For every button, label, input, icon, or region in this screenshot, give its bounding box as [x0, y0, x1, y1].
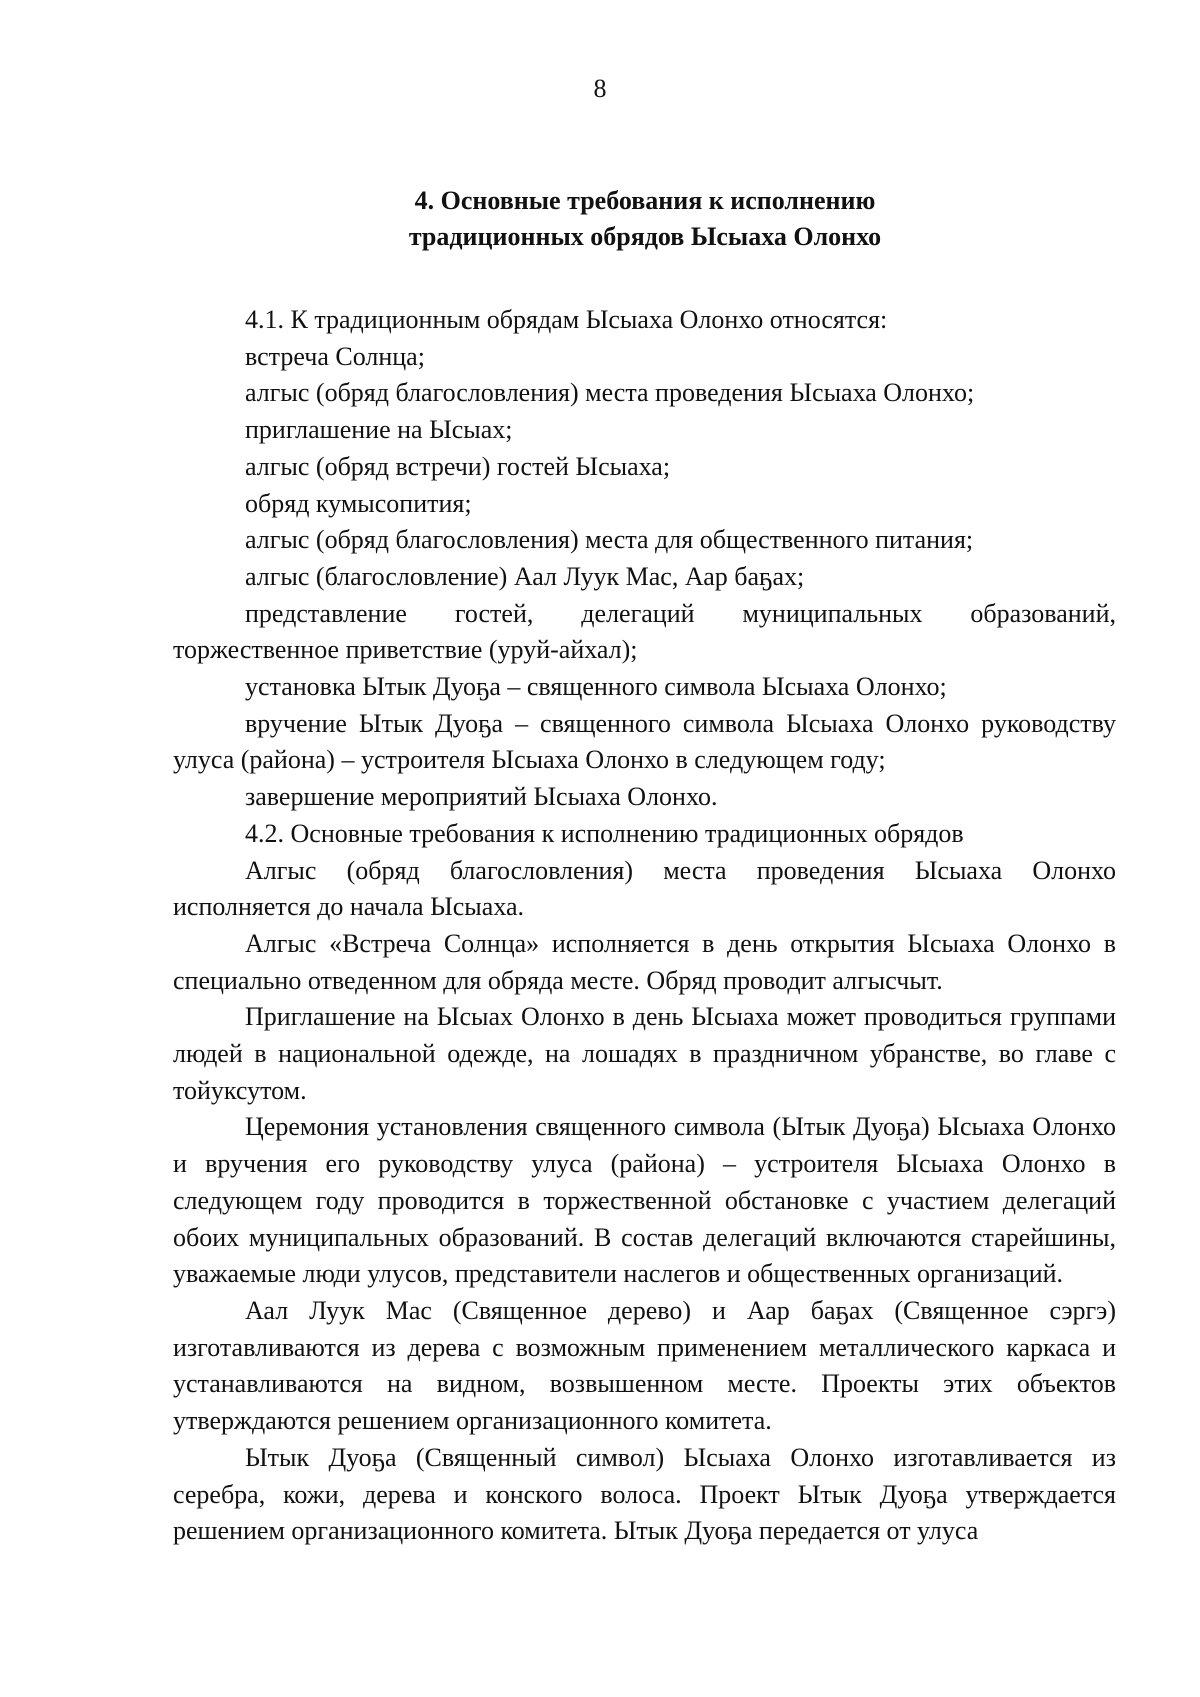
paragraph: Аал Луук Мас (Священное дерево) и Аар баҕах (Священное сэргэ) изготавливаются из дерева с возможным применением металлического каркаса и устанавливаются на видном, возвышенном месте. Проекты этих объектов утверждаются решением организационного комитета.	[173, 1295, 1116, 1436]
page-number: 8	[593, 74, 607, 103]
paragraph: 4.1. К традиционным обрядам Ысыаха Олонхо относятся:	[245, 305, 888, 334]
list-item: встреча Солнца;	[245, 341, 425, 371]
list-item: установка Ытык Дуоҕа – священного символа Ысыаха Олонхо;	[245, 672, 947, 702]
list-item: представление гостей, делегаций муниципальных образований, торжественное приветствие (уруй-айхал);	[173, 598, 1116, 665]
list-item: алгыс (обряд встречи) гостей Ысыаха;	[245, 451, 671, 481]
list-item: завершение мероприятий Ысыаха Олонхо.	[245, 782, 718, 812]
paragraph: Алгыс (обряд благословления) места проведения Ысыаха Олонхо исполняется до начала Ысыаха.	[173, 855, 1116, 922]
paragraph: 4.2. Основные требования к исполнению традиционных обрядов	[245, 818, 964, 848]
list-item: приглашение на Ысыах;	[245, 415, 513, 445]
paragraph: Алгыс «Встреча Солнца» исполняется в день открытия Ысыаха Олонхо в специально отведенном для обряда месте. Обряд проводит алгысчыт.	[173, 928, 1116, 995]
list-item: алгыс (обряд благословления) места для общественного питания;	[245, 525, 974, 555]
document-body	[173, 302, 1116, 1550]
list-item: алгыс (благословление) Аал Луук Мас, Аар баҕах;	[245, 561, 805, 591]
section-heading	[170, 183, 1120, 255]
list-item: вручение Ытык Дуоҕа – священного символа Ысыаха Олонхо руководству улуса (района) – устроителя Ысыаха Олонхо в следующем году;	[173, 708, 1116, 775]
list-item: алгыс (обряд благословления) места проведения Ысыаха Олонхо;	[245, 378, 975, 408]
section-heading-line-1: 4. Основные требования к исполнению	[414, 186, 876, 215]
paragraph: Ытык Дуоҕа (Священный символ) Ысыаха Олонхо изготавливается из серебра, кожи, дерева и конского волоса. Проект Ытык Дуоҕа утверждается решением организационного комитета. Ытык Дуоҕа передается от улуса	[173, 1442, 1116, 1546]
section-heading-line-2: традиционных обрядов Ысыаха Олонхо	[408, 222, 882, 251]
paragraph: Приглашение на Ысыах Олонхо в день Ысыаха может проводиться группами людей в национальной одежде, на лошадях в праздничном убранстве, во главе с тойуксутом.	[173, 1002, 1116, 1105]
paragraph: Церемония установления священного символа (Ытык Дуоҕа) Ысыаха Олонхо и вручения его руководству улуса (района) – устроителя Ысыаха Олонхо в следующем году проводится в торжественной обстановке с участием делегаций обоих муниципальных образований. В состав делегаций включаются старейшины, уважаемые люди улусов, представители наслегов и общественных организаций.	[173, 1112, 1116, 1289]
list-item: обряд кумысопития;	[245, 488, 472, 518]
